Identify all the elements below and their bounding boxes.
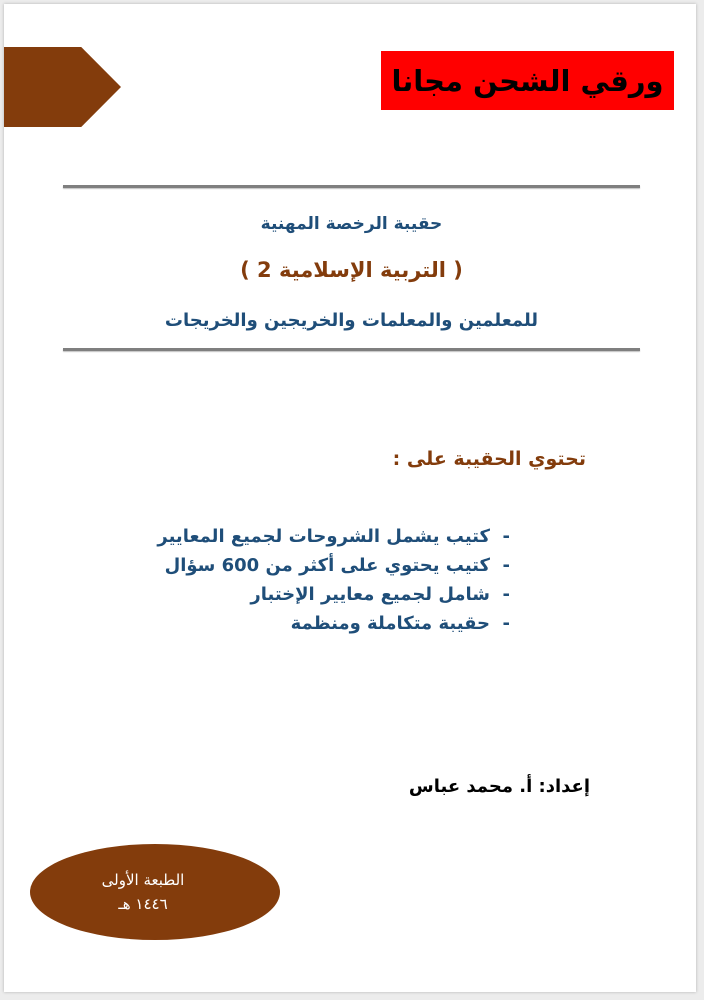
list-item	[157, 522, 510, 551]
free-shipping-banner	[381, 51, 674, 110]
edition-label: الطبعة الأولى	[101, 871, 185, 889]
contents-heading: تحتوي الحقيبة على :	[392, 448, 586, 470]
author-credit: إعداد: أ. محمد عباس	[408, 776, 590, 797]
list-dash: -	[502, 584, 510, 605]
document-page	[4, 4, 696, 992]
list-item-text: شامل لجميع معايير الإختبار	[250, 584, 490, 605]
banner-text: ورقي الشحن مجانا	[391, 63, 664, 98]
list-item-text: كتيب يشمل الشروحات لجميع المعايير	[157, 526, 490, 547]
list-item-text: حقيبة متكاملة ومنظمة	[290, 613, 490, 634]
title-line-2: ( التربية الإسلامية 2 )	[240, 258, 463, 282]
top-divider	[63, 185, 640, 188]
list-dash: -	[502, 526, 510, 547]
title-line-3: للمعلمين والمعلمات والخريجين والخريجات	[164, 310, 539, 331]
contents-list	[157, 522, 510, 638]
title-line-1: حقيبة الرخصة المهنية	[260, 214, 443, 234]
edition-year: ١٤٤٦ هـ	[118, 895, 168, 913]
list-item	[157, 609, 510, 638]
list-item-text: كتيب يحتوي على أكثر من 600 سؤال	[164, 555, 490, 576]
decorative-arrow-shape	[4, 47, 121, 127]
list-item	[157, 551, 510, 580]
list-dash: -	[502, 555, 510, 576]
list-dash: -	[502, 613, 510, 634]
list-item	[157, 580, 510, 609]
bottom-divider	[63, 348, 640, 351]
edition-badge	[30, 844, 280, 940]
